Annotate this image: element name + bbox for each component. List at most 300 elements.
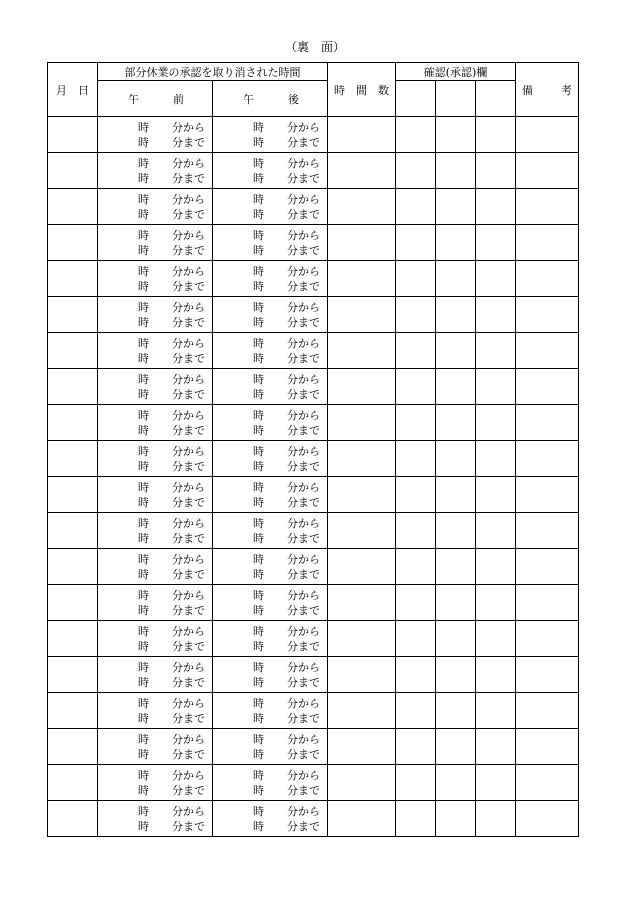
confirm-cell-2[interactable] <box>436 693 476 729</box>
from-label: 分から <box>172 372 205 386</box>
hour-label: 時 <box>253 711 264 725</box>
confirm-cell-2[interactable] <box>436 477 476 513</box>
until-label: 分まで <box>287 819 320 833</box>
am-time-cell[interactable] <box>98 801 213 837</box>
am-time-cell[interactable] <box>98 225 213 261</box>
table-row <box>48 189 579 225</box>
confirm-cell-2[interactable] <box>436 405 476 441</box>
hour-label: 時 <box>253 207 264 221</box>
month-day-cell[interactable] <box>48 549 98 585</box>
until-label: 分まで <box>287 567 320 581</box>
until-label: 分まで <box>172 315 205 329</box>
from-label: 分から <box>172 156 205 170</box>
hour-label: 時 <box>253 675 264 689</box>
hours-cell[interactable] <box>328 297 396 333</box>
hour-label: 時 <box>138 351 149 365</box>
time-from-line <box>98 768 212 783</box>
hour-label: 時 <box>138 387 149 401</box>
time-until-line <box>213 783 327 798</box>
pm-time-cell[interactable] <box>213 477 328 513</box>
confirm-cell-3[interactable] <box>476 297 516 333</box>
confirm-cell-3[interactable] <box>476 189 516 225</box>
pm-time-cell[interactable] <box>213 225 328 261</box>
pm-time-cell[interactable] <box>213 801 328 837</box>
remarks-cell[interactable] <box>516 153 579 189</box>
remarks-cell[interactable] <box>516 189 579 225</box>
confirm-cell-1[interactable] <box>396 765 436 801</box>
month-day-cell[interactable] <box>48 657 98 693</box>
confirm-cell-2[interactable] <box>436 621 476 657</box>
pm-time-cell[interactable] <box>213 297 328 333</box>
table-body <box>48 117 579 837</box>
confirm-cell-2[interactable] <box>436 585 476 621</box>
am-time-cell[interactable] <box>98 369 213 405</box>
hour-label: 時 <box>253 315 264 329</box>
from-label: 分から <box>287 156 320 170</box>
confirm-cell-2[interactable] <box>436 765 476 801</box>
time-from-line <box>98 660 212 675</box>
hour-label: 時 <box>138 552 149 566</box>
hour-label: 時 <box>138 156 149 170</box>
time-from-line <box>98 372 212 387</box>
hours-cell[interactable] <box>328 765 396 801</box>
from-label: 分から <box>287 408 320 422</box>
from-label: 分から <box>172 624 205 638</box>
hour-label: 時 <box>138 171 149 185</box>
am-time-cell[interactable] <box>98 513 213 549</box>
time-from-line <box>98 480 212 495</box>
header-pm <box>213 81 328 117</box>
time-from-line <box>98 264 212 279</box>
time-until-line <box>98 387 212 402</box>
remarks-cell[interactable] <box>516 693 579 729</box>
from-label: 分から <box>172 552 205 566</box>
hour-label: 時 <box>138 495 149 509</box>
until-label: 分まで <box>287 783 320 797</box>
header-hours <box>328 63 396 117</box>
confirm-cell-1[interactable] <box>396 297 436 333</box>
until-label: 分まで <box>287 423 320 437</box>
confirm-cell-1[interactable] <box>396 549 436 585</box>
month-day-cell[interactable] <box>48 261 98 297</box>
confirm-cell-3[interactable] <box>476 369 516 405</box>
time-from-line <box>213 336 327 351</box>
hour-label: 時 <box>253 228 264 242</box>
hour-label: 時 <box>253 264 264 278</box>
month-day-cell[interactable] <box>48 333 98 369</box>
hour-label: 時 <box>253 135 264 149</box>
from-label: 分から <box>287 120 320 134</box>
time-from-line <box>98 120 212 135</box>
from-label: 分から <box>287 804 320 818</box>
confirm-cell-1[interactable] <box>396 117 436 153</box>
am-time-cell[interactable] <box>98 405 213 441</box>
time-until-line <box>98 171 212 186</box>
until-label: 分まで <box>287 243 320 257</box>
hour-label: 時 <box>253 639 264 653</box>
hours-cell[interactable] <box>328 261 396 297</box>
from-label: 分から <box>172 120 205 134</box>
from-label: 分から <box>172 696 205 710</box>
time-until-line <box>213 135 327 150</box>
until-label: 分まで <box>172 783 205 797</box>
confirm-cell-3[interactable] <box>476 729 516 765</box>
from-label: 分から <box>287 516 320 530</box>
from-label: 分から <box>287 552 320 566</box>
confirm-cell-1[interactable] <box>396 477 436 513</box>
month-day-cell[interactable] <box>48 297 98 333</box>
confirm-cell-3[interactable] <box>476 513 516 549</box>
time-from-line <box>98 336 212 351</box>
confirm-cell-2[interactable] <box>436 333 476 369</box>
page-title: （裏 面） <box>284 40 345 54</box>
confirm-cell-1[interactable] <box>396 693 436 729</box>
confirm-cell-1[interactable] <box>396 153 436 189</box>
table-row <box>48 441 579 477</box>
from-label: 分から <box>287 588 320 602</box>
confirm-cell-2[interactable] <box>436 153 476 189</box>
pm-time-cell[interactable] <box>213 693 328 729</box>
confirm-cell-3[interactable] <box>476 549 516 585</box>
time-until-line <box>98 747 212 762</box>
am-time-cell[interactable] <box>98 621 213 657</box>
confirm-cell-1[interactable] <box>396 189 436 225</box>
am-time-cell[interactable] <box>98 477 213 513</box>
table-row <box>48 333 579 369</box>
table-row <box>48 729 579 765</box>
hour-label: 時 <box>138 207 149 221</box>
am-time-cell[interactable] <box>98 765 213 801</box>
hour-label: 時 <box>138 480 149 494</box>
until-label: 分まで <box>172 567 205 581</box>
remarks-cell[interactable] <box>516 477 579 513</box>
time-from-line <box>213 516 327 531</box>
confirm-cell-3[interactable] <box>476 117 516 153</box>
confirm-cell-2[interactable] <box>436 657 476 693</box>
hour-label: 時 <box>138 408 149 422</box>
month-day-cell[interactable] <box>48 513 98 549</box>
remarks-cell[interactable] <box>516 549 579 585</box>
am-time-cell[interactable] <box>98 441 213 477</box>
confirm-cell-2[interactable] <box>436 801 476 837</box>
month-day-cell[interactable] <box>48 225 98 261</box>
from-label: 分から <box>172 228 205 242</box>
hour-label: 時 <box>138 531 149 545</box>
hour-label: 時 <box>253 351 264 365</box>
pm-time-cell[interactable] <box>213 441 328 477</box>
remarks-cell[interactable] <box>516 729 579 765</box>
pm-time-cell[interactable] <box>213 189 328 225</box>
am-time-cell[interactable] <box>98 693 213 729</box>
until-label: 分まで <box>287 135 320 149</box>
hour-label: 時 <box>253 603 264 617</box>
confirm-cell-2[interactable] <box>436 189 476 225</box>
am-time-cell[interactable] <box>98 549 213 585</box>
am-time-cell[interactable] <box>98 333 213 369</box>
remarks-cell[interactable] <box>516 369 579 405</box>
confirm-cell-3[interactable] <box>476 585 516 621</box>
pm-time-cell[interactable] <box>213 549 328 585</box>
from-label: 分から <box>287 228 320 242</box>
hours-cell[interactable] <box>328 477 396 513</box>
pm-time-cell[interactable] <box>213 657 328 693</box>
am-time-cell[interactable] <box>98 657 213 693</box>
confirm-cell-1[interactable] <box>396 369 436 405</box>
month-day-cell[interactable] <box>48 585 98 621</box>
hours-cell[interactable] <box>328 117 396 153</box>
confirm-cell-3[interactable] <box>476 693 516 729</box>
remarks-cell[interactable] <box>516 117 579 153</box>
month-day-cell[interactable] <box>48 405 98 441</box>
time-from-line <box>98 696 212 711</box>
until-label: 分まで <box>287 675 320 689</box>
from-label: 分から <box>172 516 205 530</box>
confirm-cell-2[interactable] <box>436 513 476 549</box>
hours-cell[interactable] <box>328 513 396 549</box>
remarks-cell[interactable] <box>516 405 579 441</box>
table-row <box>48 225 579 261</box>
from-label: 分から <box>287 192 320 206</box>
time-from-line <box>213 624 327 639</box>
am-time-cell[interactable] <box>98 117 213 153</box>
table-row <box>48 657 579 693</box>
remarks-cell[interactable] <box>516 225 579 261</box>
hours-cell[interactable] <box>328 405 396 441</box>
hours-cell[interactable] <box>328 189 396 225</box>
hour-label: 時 <box>253 336 264 350</box>
confirm-cell-1[interactable] <box>396 405 436 441</box>
month-day-cell[interactable] <box>48 729 98 765</box>
remarks-cell[interactable] <box>516 297 579 333</box>
time-until-line <box>213 423 327 438</box>
until-label: 分まで <box>287 171 320 185</box>
from-label: 分から <box>287 624 320 638</box>
confirm-cell-2[interactable] <box>436 117 476 153</box>
hour-label: 時 <box>253 387 264 401</box>
confirm-cell-3[interactable] <box>476 153 516 189</box>
am-time-cell[interactable] <box>98 189 213 225</box>
hour-label: 時 <box>253 300 264 314</box>
remarks-cell[interactable] <box>516 513 579 549</box>
header-hours-char2: 間 <box>356 83 367 97</box>
confirm-cell-1[interactable] <box>396 513 436 549</box>
confirm-cell-1[interactable] <box>396 621 436 657</box>
confirm-cell-3[interactable] <box>476 801 516 837</box>
hours-cell[interactable] <box>328 441 396 477</box>
hour-label: 時 <box>138 747 149 761</box>
hour-label: 時 <box>138 711 149 725</box>
hour-label: 時 <box>138 732 149 746</box>
am-time-cell[interactable] <box>98 729 213 765</box>
month-day-cell[interactable] <box>48 117 98 153</box>
hour-label: 時 <box>253 423 264 437</box>
remarks-cell[interactable] <box>516 333 579 369</box>
hours-cell[interactable] <box>328 657 396 693</box>
confirm-col-2-header <box>436 81 476 117</box>
confirm-cell-3[interactable] <box>476 441 516 477</box>
until-label: 分まで <box>172 711 205 725</box>
hour-label: 時 <box>138 819 149 833</box>
hour-label: 時 <box>138 567 149 581</box>
hour-label: 時 <box>138 264 149 278</box>
header-row-bottom <box>48 81 579 117</box>
confirm-cell-1[interactable] <box>396 801 436 837</box>
month-day-cell[interactable] <box>48 801 98 837</box>
from-label: 分から <box>172 480 205 494</box>
from-label: 分から <box>172 336 205 350</box>
from-label: 分から <box>287 768 320 782</box>
am-time-cell[interactable] <box>98 585 213 621</box>
pm-time-cell[interactable] <box>213 153 328 189</box>
hour-label: 時 <box>253 459 264 473</box>
time-until-line <box>213 315 327 330</box>
pm-time-cell[interactable] <box>213 765 328 801</box>
time-from-line <box>213 156 327 171</box>
time-until-line <box>213 639 327 654</box>
until-label: 分まで <box>172 423 205 437</box>
month-day-cell[interactable] <box>48 441 98 477</box>
confirm-cell-1[interactable] <box>396 333 436 369</box>
pm-time-cell[interactable] <box>213 261 328 297</box>
until-label: 分まで <box>287 711 320 725</box>
time-until-line <box>213 819 327 834</box>
hours-cell[interactable] <box>328 225 396 261</box>
hours-cell[interactable] <box>328 693 396 729</box>
hour-label: 時 <box>138 423 149 437</box>
hour-label: 時 <box>253 696 264 710</box>
hours-cell[interactable] <box>328 369 396 405</box>
month-day-cell[interactable] <box>48 477 98 513</box>
confirm-cell-3[interactable] <box>476 621 516 657</box>
hours-cell[interactable] <box>328 585 396 621</box>
time-from-line <box>98 804 212 819</box>
confirm-cell-2[interactable] <box>436 225 476 261</box>
time-from-line <box>213 480 327 495</box>
header-row-top <box>48 63 579 81</box>
confirm-cell-2[interactable] <box>436 549 476 585</box>
from-label: 分から <box>287 444 320 458</box>
confirm-cell-3[interactable] <box>476 765 516 801</box>
remarks-cell[interactable] <box>516 801 579 837</box>
time-from-line <box>98 444 212 459</box>
from-label: 分から <box>287 660 320 674</box>
hours-cell[interactable] <box>328 729 396 765</box>
confirm-cell-2[interactable] <box>436 441 476 477</box>
confirm-cell-3[interactable] <box>476 477 516 513</box>
month-day-cell[interactable] <box>48 693 98 729</box>
time-from-line <box>213 660 327 675</box>
confirm-cell-1[interactable] <box>396 585 436 621</box>
hours-cell[interactable] <box>328 549 396 585</box>
table-row <box>48 297 579 333</box>
pm-time-cell[interactable] <box>213 621 328 657</box>
am-time-cell[interactable] <box>98 153 213 189</box>
confirm-cell-3[interactable] <box>476 657 516 693</box>
am-time-cell[interactable] <box>98 261 213 297</box>
hour-label: 時 <box>253 516 264 530</box>
confirm-cell-1[interactable] <box>396 729 436 765</box>
month-day-cell[interactable] <box>48 369 98 405</box>
confirm-cell-2[interactable] <box>436 297 476 333</box>
time-until-line <box>98 243 212 258</box>
time-until-line <box>213 675 327 690</box>
hour-label: 時 <box>253 408 264 422</box>
pm-time-cell[interactable] <box>213 585 328 621</box>
until-label: 分まで <box>287 315 320 329</box>
from-label: 分から <box>172 408 205 422</box>
month-day-cell[interactable] <box>48 189 98 225</box>
hours-cell[interactable] <box>328 801 396 837</box>
remarks-cell[interactable] <box>516 585 579 621</box>
hours-cell[interactable] <box>328 333 396 369</box>
until-label: 分まで <box>172 639 205 653</box>
hour-label: 時 <box>253 171 264 185</box>
confirm-cell-3[interactable] <box>476 225 516 261</box>
remarks-cell[interactable] <box>516 657 579 693</box>
month-day-cell[interactable] <box>48 621 98 657</box>
until-label: 分まで <box>172 459 205 473</box>
pm-time-cell[interactable] <box>213 333 328 369</box>
time-until-line <box>98 819 212 834</box>
time-until-line <box>98 459 212 474</box>
confirm-cell-3[interactable] <box>476 405 516 441</box>
pm-time-cell[interactable] <box>213 405 328 441</box>
confirm-cell-3[interactable] <box>476 333 516 369</box>
hour-label: 時 <box>138 444 149 458</box>
pm-time-cell[interactable] <box>213 729 328 765</box>
from-label: 分から <box>172 588 205 602</box>
remarks-cell[interactable] <box>516 765 579 801</box>
time-from-line <box>98 156 212 171</box>
confirm-cell-1[interactable] <box>396 657 436 693</box>
hours-cell[interactable] <box>328 621 396 657</box>
time-from-line <box>98 228 212 243</box>
hour-label: 時 <box>138 804 149 818</box>
until-label: 分まで <box>287 531 320 545</box>
from-label: 分から <box>172 192 205 206</box>
month-day-cell[interactable] <box>48 153 98 189</box>
until-label: 分まで <box>172 603 205 617</box>
confirm-cell-3[interactable] <box>476 261 516 297</box>
pm-time-cell[interactable] <box>213 513 328 549</box>
from-label: 分から <box>172 768 205 782</box>
confirm-cell-1[interactable] <box>396 441 436 477</box>
pm-time-cell[interactable] <box>213 117 328 153</box>
am-time-cell[interactable] <box>98 297 213 333</box>
month-day-cell[interactable] <box>48 765 98 801</box>
hours-cell[interactable] <box>328 153 396 189</box>
confirm-cell-2[interactable] <box>436 261 476 297</box>
from-label: 分から <box>287 696 320 710</box>
confirm-cell-2[interactable] <box>436 369 476 405</box>
confirm-cell-2[interactable] <box>436 729 476 765</box>
confirm-cell-1[interactable] <box>396 261 436 297</box>
until-label: 分まで <box>172 351 205 365</box>
remarks-cell[interactable] <box>516 261 579 297</box>
hour-label: 時 <box>138 516 149 530</box>
until-label: 分まで <box>172 243 205 257</box>
remarks-cell[interactable] <box>516 621 579 657</box>
hour-label: 時 <box>138 768 149 782</box>
hour-label: 時 <box>253 732 264 746</box>
pm-time-cell[interactable] <box>213 369 328 405</box>
remarks-cell[interactable] <box>516 441 579 477</box>
hour-label: 時 <box>138 603 149 617</box>
confirm-cell-1[interactable] <box>396 225 436 261</box>
hour-label: 時 <box>253 279 264 293</box>
time-until-line <box>213 747 327 762</box>
hour-label: 時 <box>138 300 149 314</box>
